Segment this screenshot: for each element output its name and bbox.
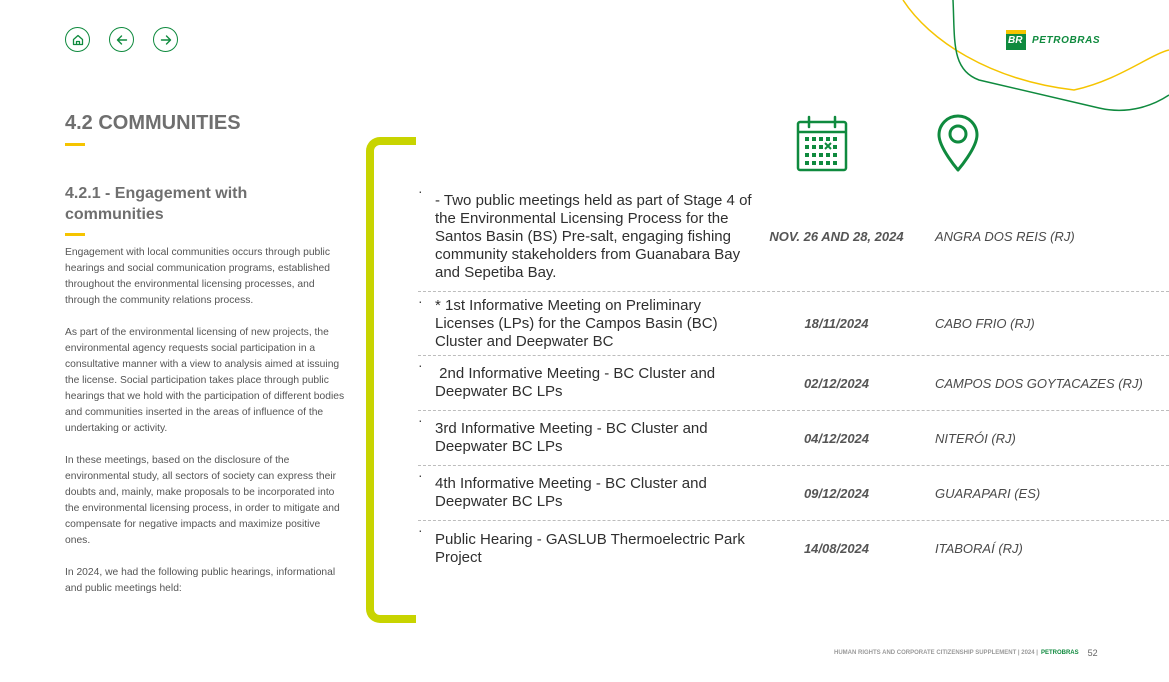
page-footer (834, 648, 1098, 658)
forward-button[interactable] (153, 27, 178, 52)
bullet: · (418, 522, 423, 538)
subtitle-underline (65, 233, 85, 236)
table-row (418, 411, 1169, 466)
events-table (418, 180, 1169, 576)
table-row (418, 292, 1169, 356)
event-description: 4th Informative Meeting - BC Cluster and Deepwater BC LPs (435, 475, 707, 510)
bullet: · (418, 412, 423, 428)
logo-mark (1006, 30, 1026, 50)
intro-paragraph: Engagement with local communities occurs through public hearings and social communication programs, established throughout the environmental licensing processes, and through the community relations process. (65, 247, 330, 306)
logo-mark-text: BR (1008, 35, 1023, 46)
bullet: · (418, 293, 423, 309)
table-row (418, 466, 1169, 521)
event-description: * 1st Informative Meeting on Preliminary Licenses (LPs) for the Campos Basin (BC) Cluster and Deepwater BC (435, 296, 718, 350)
event-description: 2nd Informative Meeting - BC Cluster and Deepwater BC LPs (435, 365, 720, 400)
event-date: 14/08/2024 (803, 541, 870, 556)
intro-paragraph: In these meetings, based on the disclosure of the environmental study, all sectors of society can express their doubts and, mainly, make proposals to be incorporated into the environmental licensing process, in order to mitigate and compensate for negative impacts and maximize positive ones. (65, 455, 340, 546)
event-date: 02/12/2024 (803, 375, 870, 391)
event-location: CABO FRIO (RJ) (935, 316, 1035, 331)
bullet: · (418, 357, 423, 373)
section-title: 4.2 COMMUNITIES (65, 112, 241, 134)
bullet: · (418, 183, 423, 199)
event-location: GUARAPARI (ES) (935, 485, 1041, 501)
back-button[interactable] (109, 27, 134, 52)
footer-brand: PETROBRAS (1040, 650, 1079, 656)
arrow-right-icon (159, 33, 173, 47)
event-date: NOV. 26 AND 28, 2024 (769, 229, 904, 244)
event-date: 09/12/2024 (803, 485, 870, 501)
subsection-title: 4.2.1 - Engagement with communities (65, 185, 248, 223)
event-location: NITERÓI (RJ) (935, 430, 1016, 446)
decorative-lines (869, 0, 1169, 120)
decorative-bracket (366, 137, 416, 623)
intro-paragraph: In 2024, we had the following public hearings, informational and public meetings held: (65, 567, 336, 594)
event-date: 04/12/2024 (803, 430, 870, 446)
table-row (418, 180, 1169, 292)
petrobras-logo (1006, 30, 1100, 50)
intro-paragraph: As part of the environmental licensing of new projects, the environmental agency requests social participation in a consultative manner with a view to analysis aimed at issuing the license. Social participation takes place through public hearings that we hold with the participation of different bodies and communities inserted in the areas of influence of the undertaking or activity. (65, 327, 345, 434)
footer-text: HUMAN RIGHTS AND CORPORATE CITIZENSHIP SUPPLEMENT | 2024 | (834, 650, 1038, 656)
home-icon (71, 33, 85, 47)
event-location: ITABORAÍ (RJ) (935, 541, 1023, 556)
page-number: 52 (1087, 648, 1098, 658)
table-row (418, 521, 1169, 576)
event-location: ANGRA DOS REIS (RJ) (935, 229, 1075, 244)
bullet: · (418, 467, 423, 483)
event-date: 18/11/2024 (804, 316, 869, 331)
page-navigation (65, 27, 178, 52)
event-location: CAMPOS DOS GOYTACAZES (RJ) (935, 375, 1143, 391)
intro-text (65, 245, 345, 613)
arrow-left-icon (115, 33, 129, 47)
calendar-icon (796, 115, 848, 172)
event-description: - Two public meetings held as part of Stage 4 of the Environmental Licensing Process for the Santos Basin (BS) Pre-salt, engaging fishing community stakeholders from Guanabara Bay and Sepetiba Bay. (435, 191, 752, 281)
home-button[interactable] (65, 27, 90, 52)
event-description: Public Hearing - GASLUB Thermoelectric Park Project (435, 530, 745, 566)
table-row (418, 356, 1169, 411)
location-pin-icon (936, 114, 980, 172)
logo-text: PETROBRAS (1032, 34, 1101, 46)
title-underline (65, 143, 85, 146)
event-description: 3rd Informative Meeting - BC Cluster and Deepwater BC LPs (435, 420, 708, 455)
